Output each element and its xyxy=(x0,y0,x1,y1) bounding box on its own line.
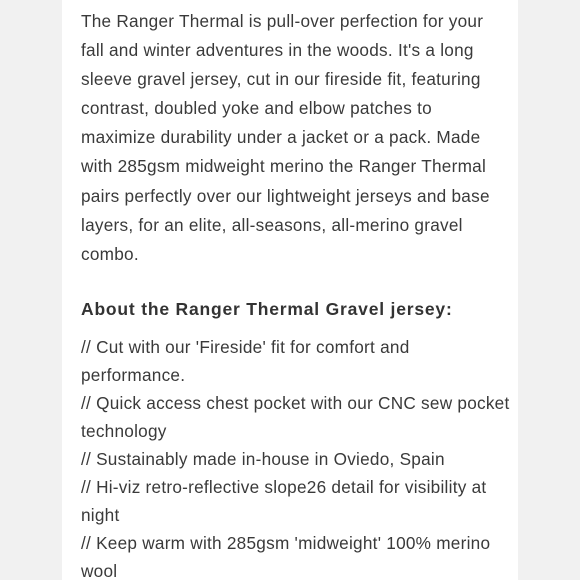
feature-item-pocket: // Quick access chest pocket with our CNC sew pocket technology xyxy=(81,392,510,441)
feature-item-fit: // Cut with our 'Fireside' fit for comfort and performance. xyxy=(81,336,410,385)
section-heading: About the Ranger Thermal Gravel jersey: xyxy=(81,298,453,319)
feature-item-merino: // Keep warm with 285gsm 'midweight' 100% merino wool xyxy=(81,532,491,580)
feature-list xyxy=(81,333,511,580)
feature-item-made-in-spain: // Sustainably made in-house in Oviedo, Spain xyxy=(81,448,445,469)
product-description-panel xyxy=(62,0,518,580)
feature-item-reflective: // Hi-viz retro-reflective slope26 detail for visibility at night xyxy=(81,476,487,525)
product-description-content xyxy=(81,7,511,580)
intro-paragraph: The Ranger Thermal is pull-over perfection for your fall and winter adventures in the woods. It's a long sleeve gravel jersey, cut in our fireside fit, featuring contrast, doubled yoke and elbow patches to maximize durability under a jacket or a pack. Made with 285gsm midweight merino the Ranger Thermal pairs perfectly over our lightweight jerseys and base layers, for an elite, all-seasons, all-merino gravel combo. xyxy=(81,11,490,264)
